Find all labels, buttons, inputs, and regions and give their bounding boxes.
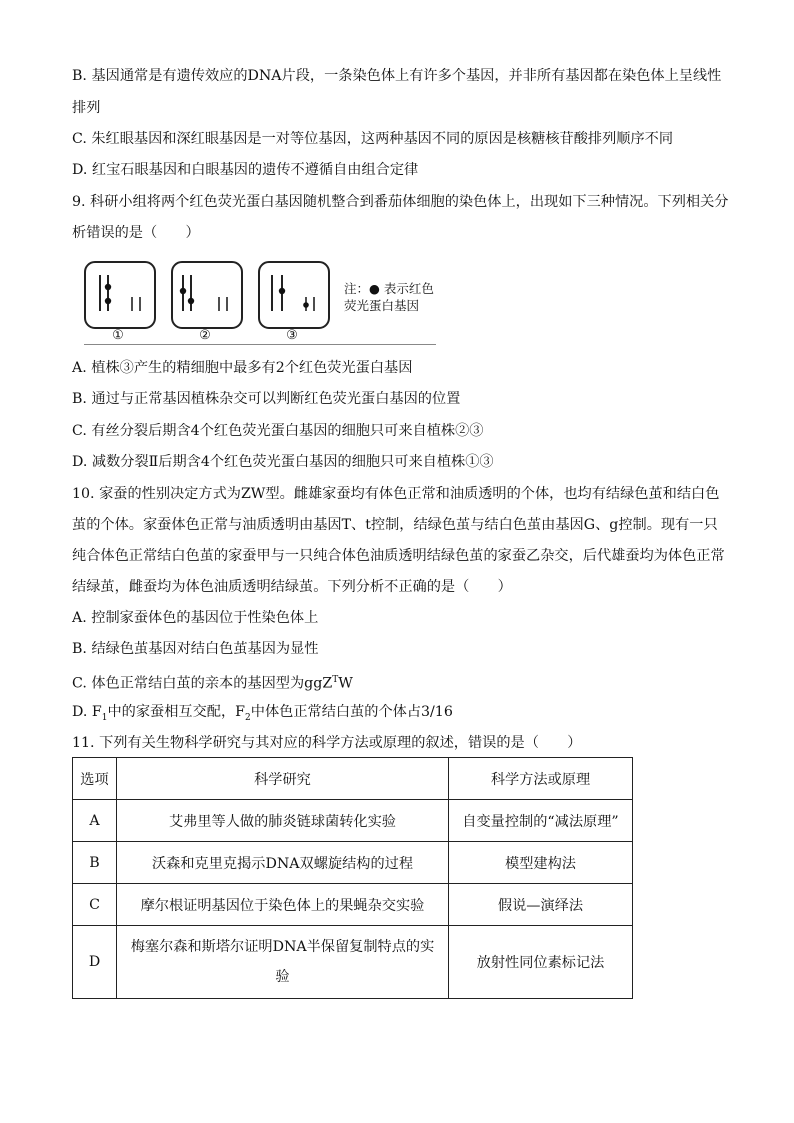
option-10c-tail: W bbox=[338, 675, 353, 692]
option-10b: B. 结绿色茧基因对结白色茧基因为显性 bbox=[72, 641, 319, 657]
question-9: 9. 科研小组将两个红色荧光蛋白基因随机整合到番茄体细胞的染色体上，出现如下三种情况。下列相关分 bbox=[72, 194, 729, 210]
option-9d: D. 减数分裂Ⅱ后期含4个红色荧光蛋白基因的细胞只可来自植株①③ bbox=[72, 454, 494, 470]
table-cell: 放射性同位素标记法 bbox=[449, 926, 633, 999]
table-row bbox=[73, 926, 633, 999]
table-cell: 沃森和克里克揭示DNA双螺旋结构的过程 bbox=[117, 842, 449, 884]
table-row bbox=[73, 884, 633, 926]
line-q8-c: C. 朱红眼基因和深红眼基因是一对等位基因，这两种基因不同的原因是核糖核苷酸排列顺序不同 bbox=[72, 131, 674, 147]
table-cell: 自变量控制的“减法原理” bbox=[449, 800, 633, 842]
table-cell: A bbox=[73, 800, 117, 842]
option-10d bbox=[72, 702, 722, 728]
cell-diagram-1 bbox=[84, 261, 156, 329]
methods-table bbox=[72, 757, 633, 999]
table-cell bbox=[117, 926, 449, 999]
option-10d-mid: 中的家蚕相互交配，F bbox=[107, 704, 246, 720]
option-10c bbox=[72, 670, 722, 694]
option-9a: A. 植株③产生的精细胞中最多有2个红色荧光蛋白基因 bbox=[72, 360, 413, 376]
line-q8-d: D. 红宝石眼基因和白眼基因的遗传不遵循自由组合定律 bbox=[72, 162, 419, 178]
cell-diagram-2 bbox=[171, 261, 243, 329]
table-header-method: 科学方法或原理 bbox=[449, 758, 633, 800]
question-10-cont2: 纯合体色正常结白色茧的家蚕甲与一只纯合体色油质透明结绿色茧的家蚕乙杂交，后代雄蚕均为体色正常 bbox=[72, 548, 725, 564]
table-cell: B bbox=[73, 842, 117, 884]
figure-label-1: ① bbox=[112, 328, 124, 343]
option-10d-text: D. F bbox=[72, 704, 102, 720]
table-cell: D bbox=[73, 926, 117, 999]
option-10d-sub1: 1 bbox=[101, 712, 108, 723]
table-cell: 摩尔根证明基因位于染色体上的果蝇杂交实验 bbox=[117, 884, 449, 926]
table-header-option: 选项 bbox=[73, 758, 117, 800]
option-10d-sub2: 2 bbox=[245, 712, 251, 723]
table-header-research: 科学研究 bbox=[117, 758, 449, 800]
table-cell-line2: 验 bbox=[275, 969, 290, 985]
figure-note-line2: 荧光蛋白基因 bbox=[344, 298, 420, 313]
line-q8-b: B. 基因通常是有遗传效应的DNA片段，一条染色体上有许多个基因，并非所有基因都在染色体上呈线性 bbox=[72, 68, 722, 84]
table-cell: 假说—演绎法 bbox=[449, 884, 633, 926]
question-10-cont3: 结绿茧，雌蚕均为体色油质透明结绿茧。下列分析不正确的是（ ） bbox=[72, 579, 512, 595]
figure-label-3: ③ bbox=[286, 328, 298, 343]
table-row bbox=[73, 800, 633, 842]
table-row bbox=[73, 842, 633, 884]
line-q8-b-cont: 排列 bbox=[72, 100, 101, 116]
question-10-cont1: 茧的个体。家蚕体色正常与油质透明由基因T、t控制，结绿色茧与结白色茧由基因G、g控制。现有一只 bbox=[72, 517, 718, 533]
table-cell: C bbox=[73, 884, 117, 926]
option-10c-sup: T bbox=[332, 675, 339, 685]
option-10a: A. 控制家蚕体色的基因位于性染色体上 bbox=[72, 610, 319, 626]
cell-diagram-3 bbox=[258, 261, 330, 329]
chromosome-figure bbox=[84, 258, 444, 346]
table-cell: 艾弗里等人做的肺炎链球菌转化实验 bbox=[117, 800, 449, 842]
figure-label-2: ② bbox=[199, 328, 211, 343]
option-10d-tail: 中体色正常结白茧的个体占3/16 bbox=[250, 704, 453, 720]
table-cell-line1: 梅塞尔森和斯塔尔证明DNA半保留复制特点的实 bbox=[130, 939, 435, 955]
question-11: 11. 下列有关生物科学研究与其对应的科学方法或原理的叙述，错误的是（ ） bbox=[72, 735, 582, 751]
option-9c: C. 有丝分裂后期含4个红色荧光蛋白基因的细胞只可来自植株②③ bbox=[72, 423, 484, 439]
question-9-cont: 析错误的是（ ） bbox=[72, 225, 200, 241]
option-9b: B. 通过与正常基因植株杂交可以判断红色荧光蛋白基因的位置 bbox=[72, 391, 461, 407]
table-cell: 模型建构法 bbox=[449, 842, 633, 884]
figure-note bbox=[344, 280, 434, 314]
figure-baseline bbox=[84, 344, 436, 345]
figure-note-line1: 注：● 表示红色 bbox=[344, 281, 434, 296]
question-10: 10. 家蚕的性别决定方式为ZW型。雌雄家蚕均有体色正常和油质透明的个体，也均有结绿色茧和结白色 bbox=[72, 486, 720, 502]
option-10c-text: C. 体色正常结白茧的亲本的基因型为ggZ bbox=[72, 675, 333, 692]
table-header-row bbox=[73, 758, 633, 800]
